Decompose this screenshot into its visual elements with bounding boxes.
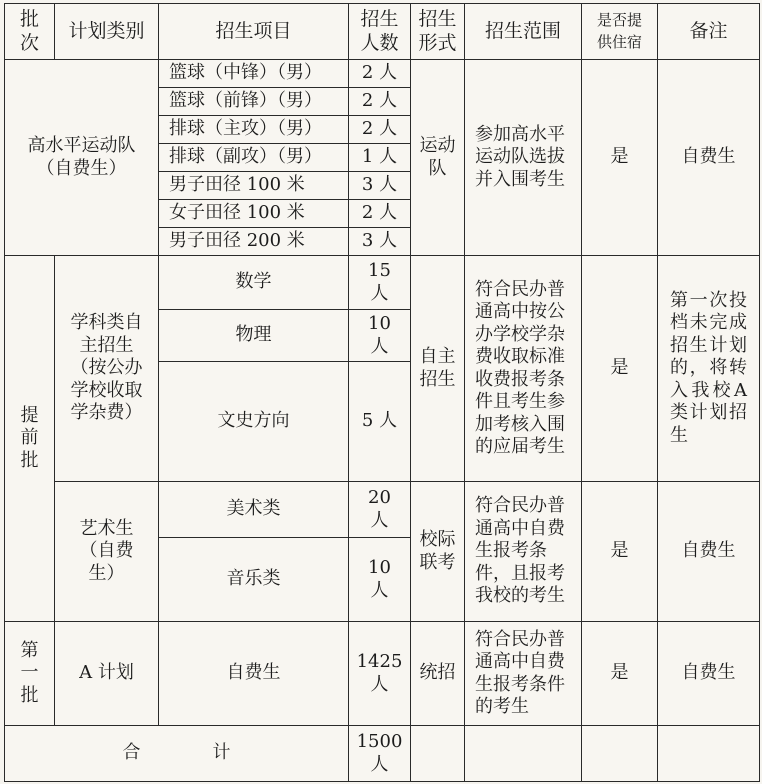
- empty-cell: [658, 726, 760, 782]
- first-batch-housing: 是: [582, 622, 658, 726]
- project-cell: 数学: [159, 256, 349, 310]
- header-housing: 是否提 供住宿: [582, 4, 658, 60]
- count-cell: 2 人: [349, 116, 411, 144]
- project-cell: 物理: [159, 310, 349, 362]
- count-cell: 3 人: [349, 228, 411, 256]
- empty-cell: [582, 726, 658, 782]
- table-row: [5, 482, 760, 538]
- header-row: [5, 4, 760, 60]
- project-cell: 排球（主攻）（男）: [159, 116, 349, 144]
- first-batch-form: 统招: [411, 622, 465, 726]
- sports-team-scope: 参加高水平 运动队选拔 并入围考生: [465, 60, 582, 256]
- academic-form: 自主 招生: [411, 256, 465, 482]
- project-cell: 篮球（前锋）（男）: [159, 88, 349, 116]
- empty-cell: [411, 726, 465, 782]
- count-cell: 15 人: [349, 256, 411, 310]
- arts-remarks: 自费生: [658, 482, 760, 622]
- first-batch-scope: 符合民办普 通高中自费 生报考条件 的考生: [465, 622, 582, 726]
- sports-team-form: 运动 队: [411, 60, 465, 256]
- total-label: 合 计: [5, 726, 349, 782]
- arts-category: 艺术生 （自费 生）: [55, 482, 159, 622]
- arts-scope: 符合民办普 通高中自费 生报考条 件，且报考 我校的考生: [465, 482, 582, 622]
- empty-cell: [465, 726, 582, 782]
- count-cell: 10 人: [349, 310, 411, 362]
- first-batch-remarks: 自费生: [658, 622, 760, 726]
- header-project: 招生项目: [159, 4, 349, 60]
- project-cell: 篮球（中锋）（男）: [159, 60, 349, 88]
- project-cell: 男子田径 200 米: [159, 228, 349, 256]
- header-remarks: 备注: [658, 4, 760, 60]
- first-batch-category: A 计划: [55, 622, 159, 726]
- count-cell: 5 人: [349, 362, 411, 482]
- project-cell: 音乐类: [159, 538, 349, 622]
- total-row: [5, 726, 760, 782]
- count-cell: 3 人: [349, 172, 411, 200]
- enrollment-plan-table: [4, 3, 760, 782]
- project-cell: 女子田径 100 米: [159, 200, 349, 228]
- count-cell: 1 人: [349, 144, 411, 172]
- project-cell: 男子田径 100 米: [159, 172, 349, 200]
- academic-category: 学科类自 主招生 （按公办 学校收取 学杂费）: [55, 256, 159, 482]
- header-count: 招生 人数: [349, 4, 411, 60]
- header-batch: 批 次: [5, 4, 55, 60]
- early-batch-label: 提 前 批: [5, 256, 55, 622]
- sports-team-remarks: 自费生: [658, 60, 760, 256]
- sports-team-housing: 是: [582, 60, 658, 256]
- count-cell: 2 人: [349, 200, 411, 228]
- count-cell: 2 人: [349, 60, 411, 88]
- project-cell: 美术类: [159, 482, 349, 538]
- count-cell: 1425 人: [349, 622, 411, 726]
- table-row: [5, 622, 760, 726]
- sports-team-category: 高水平运动队 （自费生）: [5, 60, 159, 256]
- header-scope: 招生范围: [465, 4, 582, 60]
- arts-form: 校际 联考: [411, 482, 465, 622]
- project-cell: 自费生: [159, 622, 349, 726]
- count-cell: 10 人: [349, 538, 411, 622]
- arts-housing: 是: [582, 482, 658, 622]
- table-row: [5, 256, 760, 310]
- total-count: 1500 人: [349, 726, 411, 782]
- header-category: 计划类别: [55, 4, 159, 60]
- table-row: [5, 60, 760, 88]
- header-form: 招生 形式: [411, 4, 465, 60]
- academic-housing: 是: [582, 256, 658, 482]
- count-cell: 2 人: [349, 88, 411, 116]
- project-cell: 排球（副攻）（男）: [159, 144, 349, 172]
- academic-scope: 符合民办普 通高中按公 办学校学杂 费收取标准 收费报考条 件且考生参 加考核入围 的应届考生: [465, 256, 582, 482]
- project-cell: 文史方向: [159, 362, 349, 482]
- count-cell: 20 人: [349, 482, 411, 538]
- first-batch-label: 第 一 批: [5, 622, 55, 726]
- academic-remarks: 第一次投档未完成招生计划的，将转入我校A类计划招生: [658, 256, 760, 482]
